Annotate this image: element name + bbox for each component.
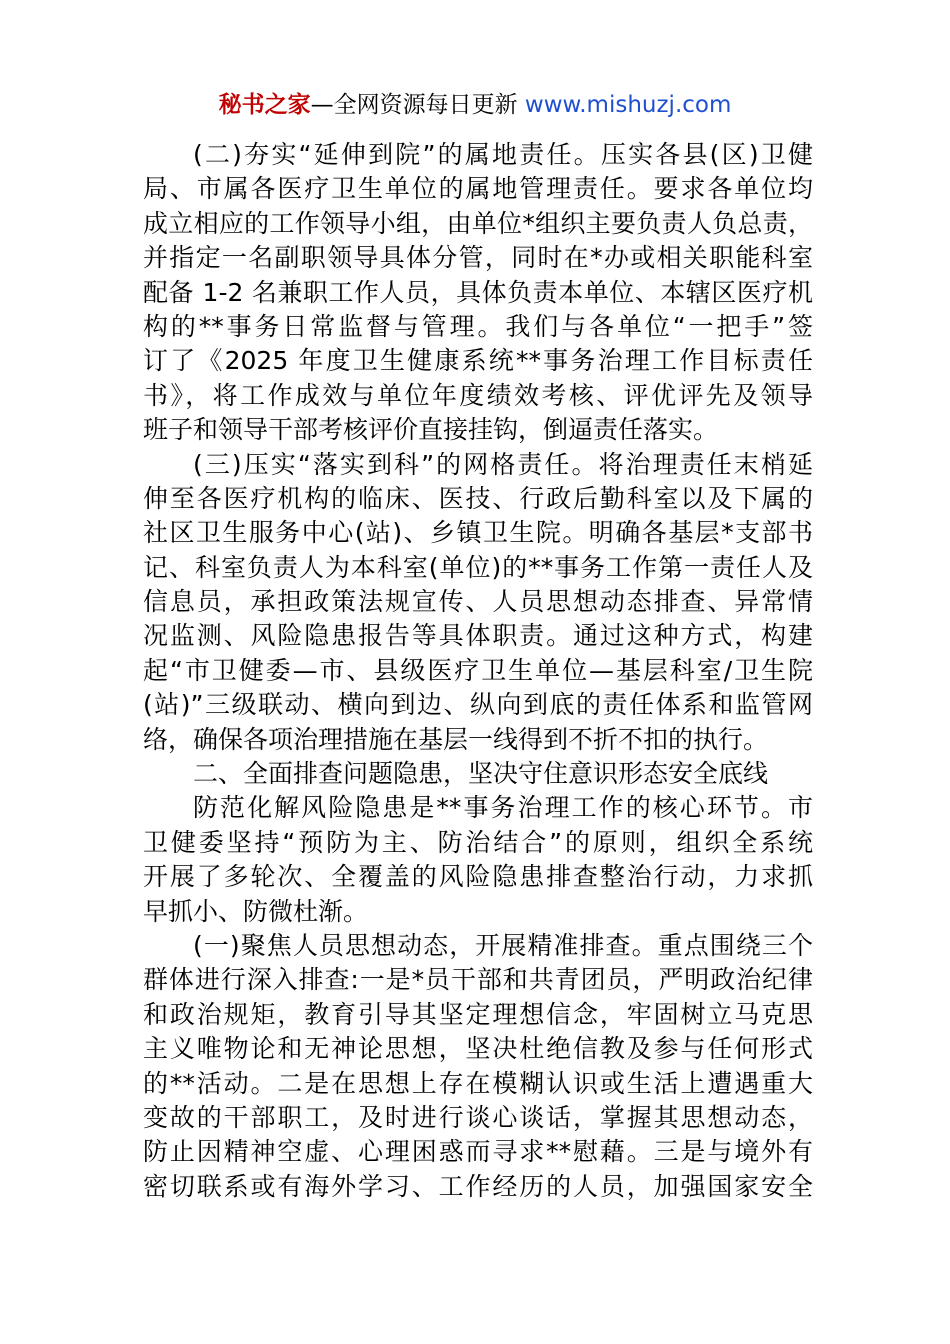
site-url-link[interactable]: www.mishuzj.com bbox=[524, 92, 732, 118]
text-line: 的**活动。二是在思想上存在模糊认识或生活上遭遇重大 bbox=[143, 1068, 813, 1098]
text-line: 书》，将工作成效与单位年度绩效考核、评优评先及领导 bbox=[143, 380, 813, 410]
text-line: 构的**事务日常监督与管理。我们与各单位“一把手”签 bbox=[143, 311, 813, 341]
text-line: (站)”三级联动、横向到边、纵向到底的责任体系和监管网 bbox=[143, 690, 813, 720]
text-line: 配备 1-2 名兼职工作人员，具体负责本单位、本辖区医疗机 bbox=[143, 277, 813, 307]
text-line: 卫健委坚持“预防为主、防治结合”的原则，组织全系统 bbox=[143, 827, 813, 857]
text-line: 况监测、风险隐患报告等具体职责。通过这种方式，构建 bbox=[143, 621, 813, 651]
text-line: 记、科室负责人为本科室(单位)的**事务工作第一责任人及 bbox=[143, 552, 813, 582]
text-line: 局、市属各医疗卫生单位的属地管理责任。要求各单位均 bbox=[143, 174, 813, 204]
text-line: 络，确保各项治理措施在基层一线得到不折不扣的执行。 bbox=[143, 724, 769, 754]
text-line: 班子和领导干部考核评价直接挂钩，倒逼责任落实。 bbox=[143, 415, 719, 445]
text-line: 早抓小、防微杜渐。 bbox=[143, 896, 369, 926]
document-body bbox=[143, 138, 813, 1204]
text-line: 起“市卫健委—市、县级医疗卫生单位—基层科室/卫生院 bbox=[143, 655, 813, 685]
site-tagline: —全网资源每日更新 bbox=[310, 92, 518, 118]
text-line: 伸至各医疗机构的临床、医技、行政后勤科室以及下属的 bbox=[143, 483, 813, 513]
site-brand: 秘书之家 bbox=[218, 92, 311, 118]
text-line: 开展了多轮次、全覆盖的风险隐患排查整治行动，力求抓 bbox=[143, 862, 813, 892]
text-line: 变故的干部职工，及时进行谈心谈话，掌握其思想动态， bbox=[143, 1102, 813, 1132]
text-line: 社区卫生服务中心(站)、乡镇卫生院。明确各基层*支部书 bbox=[143, 518, 813, 548]
text-line: 防止因精神空虚、心理困惑而寻求**慰藉。三是与境外有 bbox=[143, 1137, 813, 1167]
text-line: 信息员，承担政策法规宣传、人员思想动态排查、异常情 bbox=[143, 587, 813, 617]
text-line: 密切联系或有海外学习、工作经历的人员，加强国家安全 bbox=[143, 1171, 813, 1201]
text-line: (二)夯实“延伸到院”的属地责任。压实各县(区)卫健 bbox=[193, 140, 813, 169]
site-banner bbox=[0, 88, 950, 122]
text-line: 主义唯物论和无神论思想，坚决杜绝信教及参与任何形式 bbox=[143, 1034, 813, 1064]
text-line: 群体进行深入排查:一是*员干部和共青团员，严明政治纪律 bbox=[143, 965, 813, 995]
section-heading: 二、全面排查问题隐患，坚决守住意识形态安全底线 bbox=[193, 759, 769, 789]
text-line: 并指定一名副职领导具体分管，同时在*办或相关职能科室 bbox=[143, 243, 813, 273]
text-line: 成立相应的工作领导小组，由单位*组织主要负责人负总责， bbox=[143, 208, 813, 238]
text-line: 订了《2025 年度卫生健康系统**事务治理工作目标责任 bbox=[143, 346, 813, 376]
text-line: (三)压实“落实到科”的网格责任。将治理责任末梢延 bbox=[193, 449, 813, 479]
text-line: 防范化解风险隐患是**事务治理工作的核心环节。市 bbox=[193, 793, 813, 823]
text-line: (一)聚焦人员思想动态，开展精准排查。重点围绕三个 bbox=[193, 930, 813, 960]
text-line: 和政治规矩，教育引导其坚定理想信念，牢固树立马克思 bbox=[143, 999, 813, 1029]
